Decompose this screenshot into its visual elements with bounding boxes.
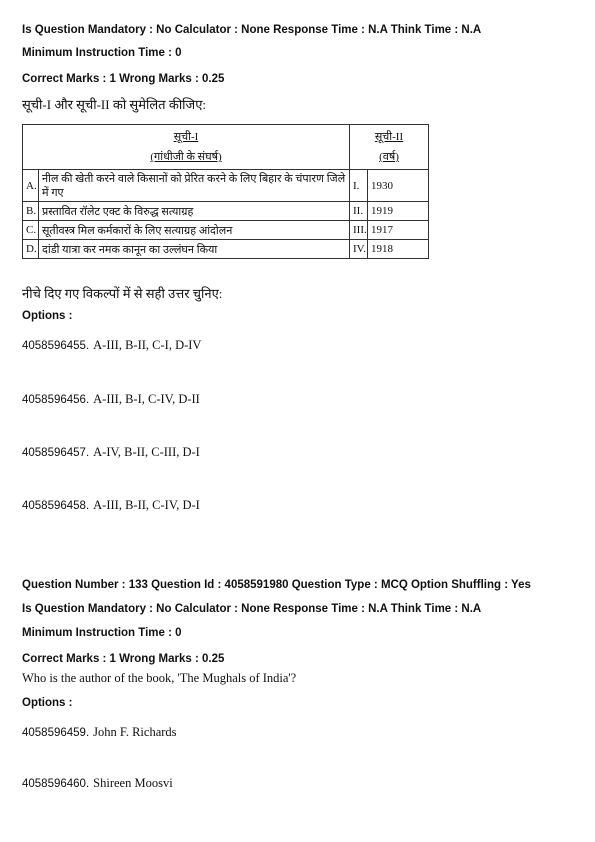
option-text: A-III, B-II, C-IV, D-I xyxy=(93,498,200,512)
list2-header xyxy=(350,125,429,170)
row-value: 1919 xyxy=(368,202,429,221)
option-item[interactable] xyxy=(22,390,200,408)
q1-instruction: नीचे दिए गए विकल्पों में से सही उत्तर चुनिए: xyxy=(22,286,223,301)
match-table xyxy=(22,124,429,259)
row-key: B. xyxy=(23,202,39,221)
list1-title: सूची-I xyxy=(173,131,199,143)
row-num: III. xyxy=(350,221,368,240)
row-text: सूतीवस्त्र मिल कर्मकारों के लिए सत्याग्रह आंदोलन xyxy=(39,221,350,240)
q1-meta-line2: Minimum Instruction Time : 0 xyxy=(22,47,182,59)
q2-meta-line3: Minimum Instruction Time : 0 xyxy=(22,627,182,639)
row-num: IV. xyxy=(350,240,368,259)
option-text: A-IV, B-II, C-III, D-I xyxy=(93,445,200,459)
list1-subtitle: (गांधीजी के संघर्ष) xyxy=(150,151,222,163)
list2-subtitle: (वर्ष) xyxy=(379,151,399,163)
table-row xyxy=(23,202,429,221)
q1-meta-line3: Correct Marks : 1 Wrong Marks : 0.25 xyxy=(22,73,225,85)
list2-title: सूची-II xyxy=(374,131,404,143)
row-value: 1918 xyxy=(368,240,429,259)
option-id: 4058596459. xyxy=(22,727,90,739)
row-key: A. xyxy=(23,170,39,202)
q2-meta-line1: Question Number : 133 Question Id : 4058591980 Question Type : MCQ Option Shuffling : Yes xyxy=(22,579,531,591)
q1-meta-line1: Is Question Mandatory : No Calculator : None Response Time : N.A Think Time : N.A xyxy=(22,24,482,36)
option-id: 4058596460. xyxy=(22,778,90,790)
row-num: I. xyxy=(350,170,368,202)
option-id: 4058596455. xyxy=(22,340,90,352)
option-item[interactable] xyxy=(22,336,201,354)
table-row xyxy=(23,240,429,259)
q1-options-label: Options : xyxy=(22,310,73,322)
row-value: 1917 xyxy=(368,221,429,240)
list1-header xyxy=(23,125,350,170)
row-text: दांडी यात्रा कर नमक कानून का उल्लंघन किया xyxy=(39,240,350,259)
option-text: A-III, B-I, C-IV, D-II xyxy=(93,392,200,406)
option-id: 4058596458. xyxy=(22,500,90,512)
option-item[interactable] xyxy=(22,443,200,461)
q1-question-text: सूची-I और सूची-II को सुमेलित कीजिए: xyxy=(22,97,207,112)
q2-options-label: Options : xyxy=(22,697,73,709)
option-text: A-III, B-II, C-I, D-IV xyxy=(93,338,202,352)
q2-meta-line2: Is Question Mandatory : No Calculator : None Response Time : N.A Think Time : N.A xyxy=(22,603,482,615)
table-row xyxy=(23,170,429,202)
match-table-header xyxy=(23,125,429,170)
option-item[interactable] xyxy=(22,774,173,792)
q2-meta-line4: Correct Marks : 1 Wrong Marks : 0.25 xyxy=(22,653,225,665)
row-key: C. xyxy=(23,221,39,240)
row-num: II. xyxy=(350,202,368,221)
q2-question-text: Who is the author of the book, 'The Mughals of India'? xyxy=(22,671,297,685)
table-row xyxy=(23,221,429,240)
row-text: प्रस्तावित रॉलेट एक्ट के विरुद्ध सत्याग्रह xyxy=(39,202,350,221)
option-item[interactable] xyxy=(22,496,200,514)
option-item[interactable] xyxy=(22,723,177,741)
row-key: D. xyxy=(23,240,39,259)
row-text: नील की खेती करने वाले किसानों को प्रेरित करने के लिए बिहार के चंपारण जिले में गए xyxy=(39,170,350,202)
option-text: Shireen Moosvi xyxy=(93,776,173,790)
option-id: 4058596456. xyxy=(22,394,90,406)
option-id: 4058596457. xyxy=(22,447,90,459)
row-value: 1930 xyxy=(368,170,429,202)
option-text: John F. Richards xyxy=(93,725,177,739)
